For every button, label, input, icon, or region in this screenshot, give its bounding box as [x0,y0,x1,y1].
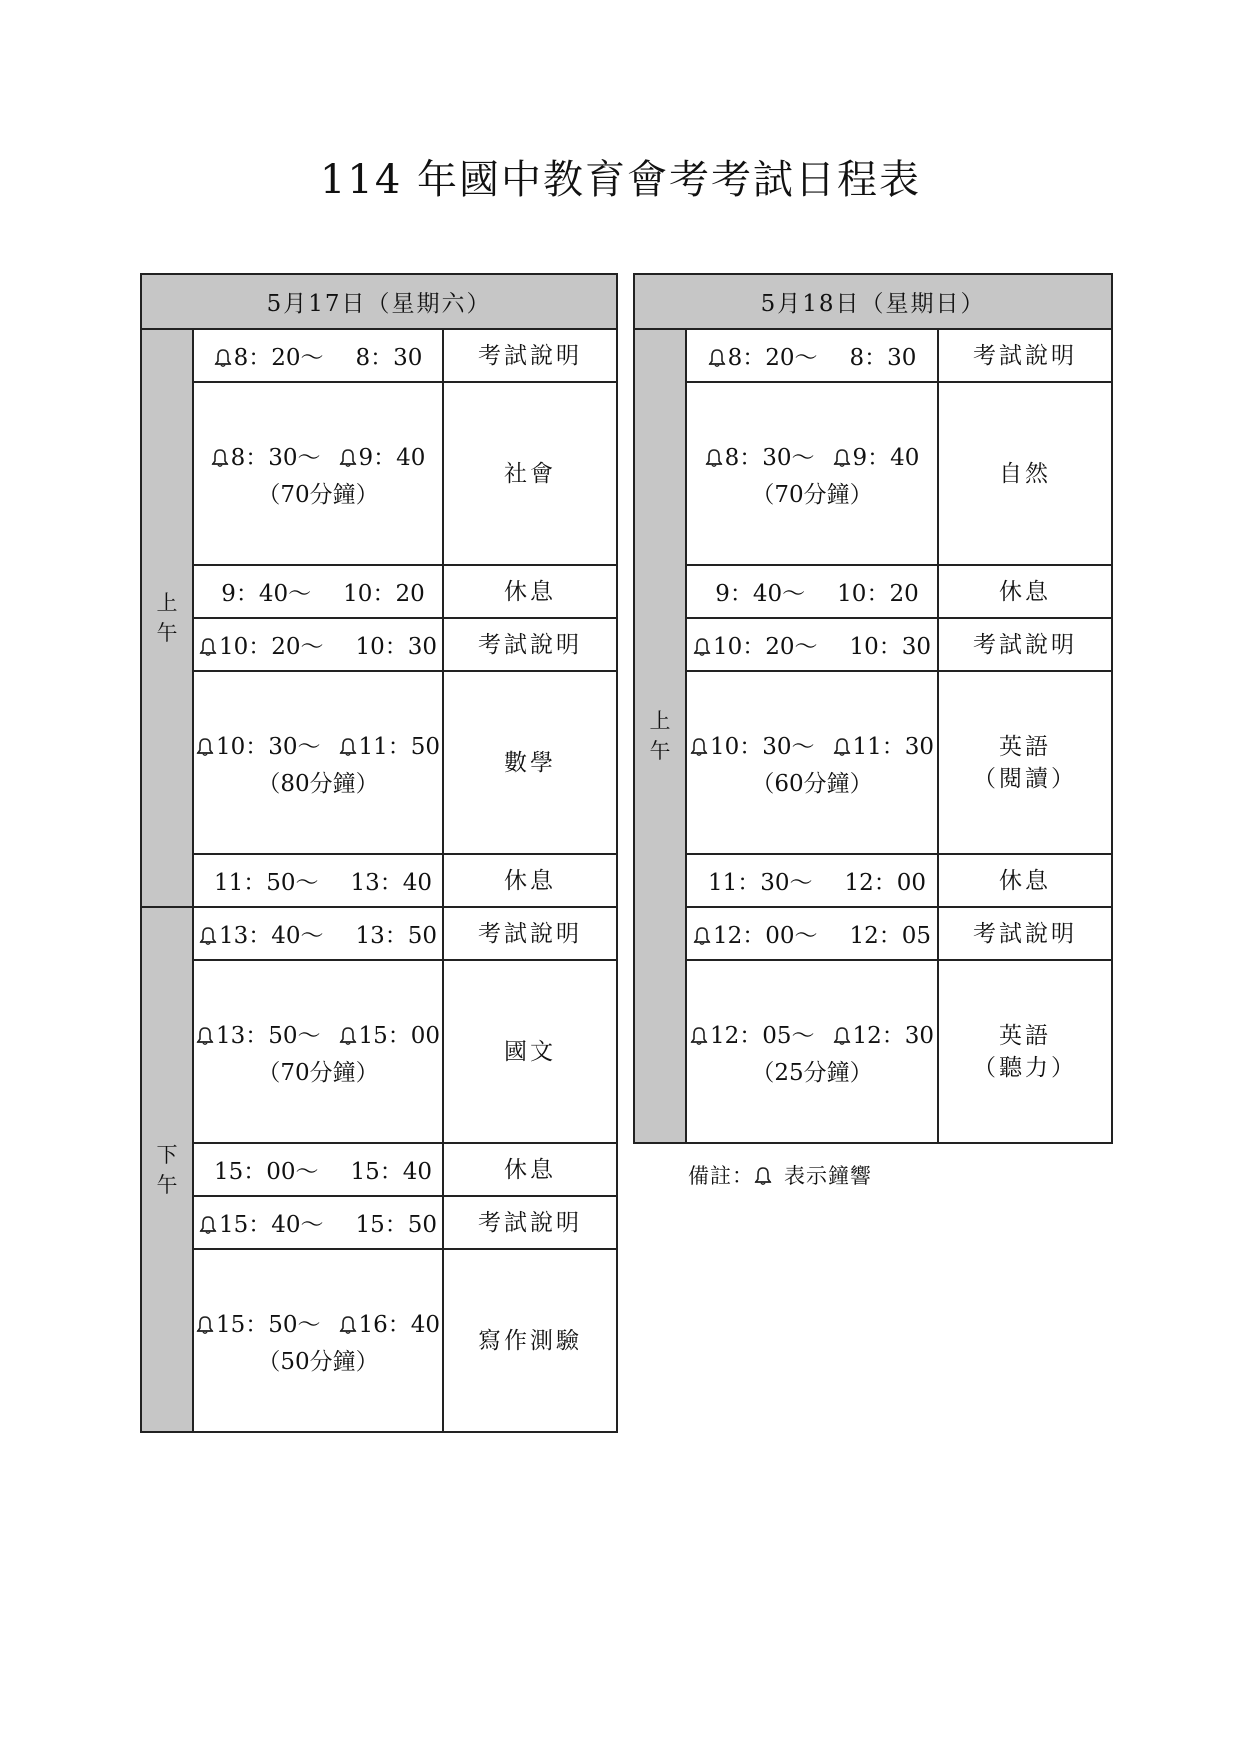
bell-icon [705,448,723,468]
schedule-row [634,565,1112,618]
start-time: 12：00～ [712,923,818,949]
bell-icon [196,1315,214,1335]
time-cell [193,382,443,565]
subject-label: 社會 [504,460,557,487]
start-time: 8：30～ [230,444,321,471]
end-time: 15：50 [355,1212,438,1238]
subject-cell [443,1196,617,1249]
end-time: 8：30 [355,345,423,371]
schedule-row [141,329,617,382]
bell-icon [199,637,217,657]
note-prefix: 備註： [688,1164,754,1188]
bell-icon [211,448,229,468]
period-morning: 上 午 [634,329,686,1143]
subject-label: 考試說明 [973,920,1078,947]
subject-sublabel: （閱讀） [973,765,1078,792]
time-cell [686,618,938,671]
end-time: 15：00 [358,1022,441,1049]
end-time: 10：20 [343,581,425,607]
subject-cell [443,329,617,382]
bell-icon [693,637,711,657]
start-time: 15：50～ [215,1311,321,1338]
start-time: 13：50～ [215,1022,321,1049]
schedule-row [141,1143,617,1196]
time-cell [193,960,443,1143]
subject-cell [938,329,1112,382]
bell-icon [196,737,214,757]
subject-label: 休息 [504,578,557,605]
end-time: 13：40 [350,870,433,896]
subject-cell [938,907,1112,960]
bell-icon [833,737,851,757]
start-time: 15：40～ [218,1212,324,1238]
bell-icon [833,1026,851,1046]
schedule-row [141,960,617,1143]
time-cell [686,854,938,907]
end-time: 11：30 [852,733,935,760]
start-time: 11：30～ [707,870,813,896]
time-cell [686,565,938,618]
bell-icon [339,448,357,468]
start-time: 10：20～ [712,634,818,660]
end-time: 9：40 [358,444,426,471]
schedule-row [634,671,1112,854]
day2-header: 5月18日（星期日） [634,274,1112,329]
start-time: 9：40～ [221,581,312,607]
start-time: 15：00～ [213,1159,319,1185]
start-time: 10：30～ [215,733,321,760]
schedule-row [634,960,1112,1143]
start-time: 12：05～ [709,1022,815,1049]
schedule-row [141,854,617,907]
schedule-row [141,618,617,671]
end-time: 16：40 [358,1311,441,1338]
schedule-row [634,907,1112,960]
start-time: 11：50～ [213,870,319,896]
duration-label: （70分鐘） [751,481,873,508]
end-time: 13：50 [355,923,438,949]
duration-label: （80分鐘） [257,770,379,797]
bell-icon [339,1315,357,1335]
subject-label: 國文 [504,1038,557,1065]
bell-icon [339,1026,357,1046]
time-cell [193,907,443,960]
end-time: 9：40 [852,444,920,471]
subject-label: 休息 [504,867,557,894]
subject-label: 考試說明 [478,631,583,658]
time-cell [193,329,443,382]
bell-icon [708,348,726,368]
subject-cell [443,960,617,1143]
subject-label: 考試說明 [478,920,583,947]
end-time: 12：00 [844,870,927,896]
subject-label: 自然 [999,460,1052,487]
subject-cell [938,854,1112,907]
schedule-row [634,618,1112,671]
time-cell [686,960,938,1143]
day1-header: 5月17日（星期六） [141,274,617,329]
subject-cell [938,382,1112,565]
schedule-row [141,1196,617,1249]
duration-label: （70分鐘） [257,481,379,508]
subject-label: 考試說明 [973,631,1078,658]
subject-label: 英語 [999,733,1052,760]
bell-icon [196,1026,214,1046]
legend-note [688,1160,872,1190]
subject-cell [443,618,617,671]
schedule-row [141,382,617,565]
end-time: 10：30 [355,634,438,660]
end-time: 12：30 [852,1022,935,1049]
schedule-row [634,854,1112,907]
schedule-row [141,565,617,618]
start-time: 9：40～ [715,581,806,607]
time-cell [193,671,443,854]
bell-icon [833,448,851,468]
subject-cell [443,671,617,854]
subject-label: 考試說明 [478,342,583,369]
period-morning: 上 午 [141,329,193,907]
start-time: 10：20～ [218,634,324,660]
subject-cell [938,960,1112,1143]
bell-icon [339,737,357,757]
page-title: 114 年國中教育會考考試日程表 [319,157,922,203]
subject-cell [443,1249,617,1432]
schedule-table-day1 [140,273,618,1433]
time-cell [193,565,443,618]
subject-label: 休息 [504,1156,557,1183]
time-cell [193,1249,443,1432]
time-cell [193,1196,443,1249]
time-cell [686,329,938,382]
end-time: 10：30 [849,634,932,660]
bell-icon [693,926,711,946]
bell-icon [199,1215,217,1235]
end-time: 10：20 [837,581,919,607]
subject-sublabel: （聽力） [973,1054,1078,1081]
duration-label: （50分鐘） [257,1348,379,1375]
schedule-row [141,1249,617,1432]
subject-cell [443,907,617,960]
end-time: 8：30 [849,345,917,371]
subject-cell [443,854,617,907]
subject-label: 休息 [999,578,1052,605]
subject-label: 英語 [999,1022,1052,1049]
subject-cell [938,671,1112,854]
start-time: 13：40～ [218,923,324,949]
time-cell [686,671,938,854]
bell-icon [690,1026,708,1046]
end-time: 12：05 [849,923,932,949]
subject-cell [938,618,1112,671]
subject-cell [938,565,1112,618]
bell-icon [214,348,232,368]
duration-label: （60分鐘） [751,770,873,797]
start-time: 8：20～ [727,345,818,371]
bell-icon [754,1166,772,1186]
start-time: 8：30～ [724,444,815,471]
start-time: 8：20～ [233,345,324,371]
bell-icon [199,926,217,946]
time-cell [686,382,938,565]
schedule-row [634,329,1112,382]
schedule-row [141,907,617,960]
period-afternoon: 下 午 [141,907,193,1432]
subject-cell [443,382,617,565]
subject-label: 寫作測驗 [478,1327,583,1354]
note-text: 表示鐘響 [784,1164,872,1188]
subject-label: 考試說明 [973,342,1078,369]
schedule-table-day2 [633,273,1113,1144]
subject-cell [443,1143,617,1196]
end-time: 11：50 [358,733,441,760]
duration-label: （25分鐘） [751,1059,873,1086]
subject-cell [443,565,617,618]
schedule-row [141,671,617,854]
end-time: 15：40 [350,1159,433,1185]
time-cell [193,618,443,671]
schedule-row [634,382,1112,565]
time-cell [686,907,938,960]
duration-label: （70分鐘） [257,1059,379,1086]
time-cell [193,1143,443,1196]
subject-label: 休息 [999,867,1052,894]
start-time: 10：30～ [709,733,815,760]
subject-label: 考試說明 [478,1209,583,1236]
bell-icon [690,737,708,757]
subject-label: 數學 [504,749,557,776]
time-cell [193,854,443,907]
